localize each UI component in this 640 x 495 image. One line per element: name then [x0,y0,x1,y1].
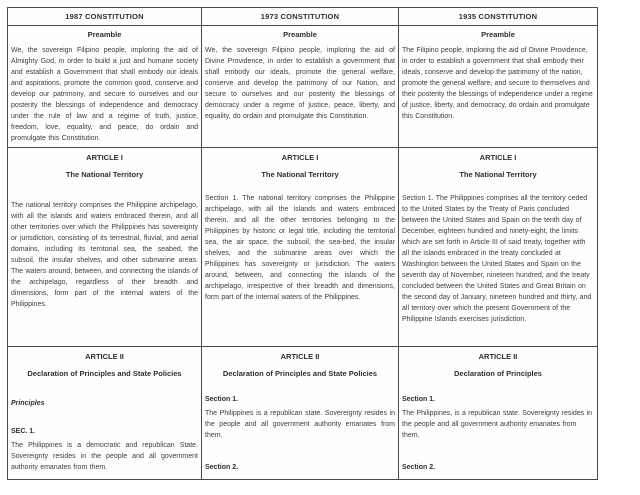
article2-heading: ARTICLE II [85,352,124,361]
article2-heading: ARTICLE II [478,352,518,361]
header-row [8,8,597,26]
section2-label: Section 2. [402,464,436,471]
principles-label: Principles [11,400,45,407]
article1-text: The national territory comprises the Philippine archipelago, with all the islands and waters embraced therein, and all other territories over which the Philippines has sovereignty or jurisdiction, consisting of its terrestrial, fluvial, and aerial domains, including its territorial sea, the seabed, the subsoil, the insular shelves, and other submarine areas. The waters around, between, and connecting the islands of the archipelago, regardless of their breadth and dimensions, form part of the internal waters of the Philippines. [11,202,198,308]
preamble-cell-1973 [202,26,399,147]
article1-text: Section 1. The national territory comprises the Philippine archipelago, with all the islands and waters embraced therein, and all the other territories belonging to the Philippines by historic or legal title, including the territorial sea, the air space, the subsoil, the sea-bed, the insular shelves, and the submarine areas over which the Philippines has sovereignty or jurisdiction. The waters around, between, and connecting the islands of the archipelago, irrespective of their breadth and dimensions, form part of the internal waters of the Philippines. [205,195,395,301]
article2-heading: ARTICLE II [280,352,320,361]
article1-cell-1935 [399,148,597,346]
preamble-cell-1935 [399,26,597,147]
section1-label: Section 1. [402,396,436,403]
sec1-text: The Philippines is a democratic and republican State. Sovereignty resides in the people and all government authority emanates from them. [11,442,198,471]
article1-heading: ARTICLE I [479,153,517,162]
preamble-heading: Preamble [481,30,515,39]
preamble-heading: Preamble [283,30,317,39]
article2-row [8,347,597,479]
column-header-1935: 1935 CONSTITUTION [458,12,538,21]
article1-text: Section 1. The Philippines comprises all the territory ceded to the United States by the Treaty of Paris concluded between the United States and Spain on the tenth day of December, eighteen hundred and ninety-eight, the limits which are set forth in Article III of said treaty, together with all the islands embraced in the treaty concluded at Washington between the United States and Spain on the seventh day of November, nineteen hundred, and the treaty concluded between the United States and Great Britain on the second day of January, nineteen hundred and thirty, and all territory over which the present Government of the Philippine Islands exercises jurisdiction. [402,195,592,323]
article1-row [8,148,597,347]
article1-cell-1987 [8,148,202,346]
article1-heading: ARTICLE I [281,153,319,162]
preamble-heading: Preamble [87,30,122,39]
column-header-1987: 1987 CONSTITUTION [8,8,202,25]
preamble-row [8,26,597,148]
column-header-1973: 1973 CONSTITUTION [202,8,399,25]
article1-subheading: The National Territory [261,170,339,179]
article2-cell-1987 [8,347,202,479]
article2-subheading: Declaration of Principles and State Policies [222,369,378,378]
preamble-cell-1987 [8,26,202,147]
section1-label: Section 1. [205,396,239,403]
preamble-text: We, the sovereign Filipino people, imploring the aid of Divine Providence, in order to establish a government that shall embody our ideals, promote the general welfare, conserve and develop the patrimony of our Nation, and secure to ourselves and our posterity the blessings of democracy under a regime of justice, peace, liberty, and equality, do ordain and promulgate this Constitution. [205,47,395,120]
article1-subheading: The National Territory [459,170,537,179]
section2-label: Section 2. [205,464,239,471]
section1-text: The Philippines is a republican state. Sovereignty resides in the people and all government authority emanates from them. [205,410,395,439]
sec1-label: SEC. 1. [11,428,36,435]
article2-cell-1973 [202,347,399,479]
preamble-text: The Filipino people, imploring the aid of Divine Providence, in order to establish a government that shall embody their ideals, conserve and develop the patrimony of the nation, promote the general welfare, and secure to themselves and their posterity the blessings of independence under a regime of justice, liberty, and democracy, do ordain and promulgate this Constitution. [402,47,593,120]
preamble-text: We, the sovereign Filipino people, imploring the aid of Almighty God, in order to build a just and humane society and establish a Government that shall embody our ideals and aspirations, promote the common good, conserve and develop our patrimony, and secure to ourselves and our posterity the blessings of independence and democracy under the rule of law and a regime of truth, justice, freedom, love, equality, and peace, do ordain and promulgate this Constitution. [11,47,198,142]
constitution-comparison-table [7,7,598,480]
article1-heading: ARTICLE I [86,153,123,162]
article2-subheading: Declaration of Principles and State Policies [27,369,182,378]
section1-text: The Philippines, is a republican state. Sovereignty resides in the people and all government authority emanates from them. [402,410,592,439]
article1-subheading: The National Territory [65,170,144,179]
article2-cell-1935 [399,347,597,479]
article2-subheading: Declaration of Principles [454,369,542,378]
article1-cell-1973 [202,148,399,346]
